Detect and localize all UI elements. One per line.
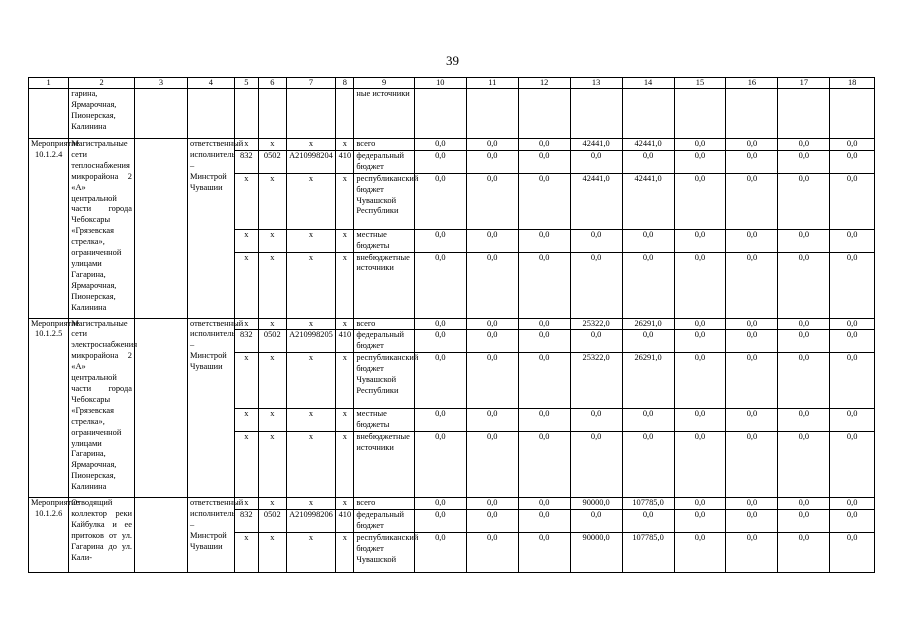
value-cell: 0,0: [518, 318, 570, 330]
value-cell: 0,0: [518, 498, 570, 510]
column-header: 10: [414, 78, 466, 89]
column-header: 1: [29, 78, 69, 89]
value-cell: 0,0: [622, 509, 674, 532]
column-header: 16: [726, 78, 778, 89]
code-cell: х: [336, 139, 354, 151]
code-cell: х: [234, 353, 258, 409]
source-cell: местные бюджеты: [354, 409, 414, 432]
value-cell: 0,0: [778, 532, 830, 572]
value-cell: 0,0: [518, 509, 570, 532]
value-cell: 0,0: [414, 229, 466, 252]
code-cell: х: [234, 173, 258, 229]
value-cell: 0,0: [674, 139, 726, 151]
page-number: 39: [446, 53, 459, 68]
empty-cell: [135, 318, 188, 498]
source-cell: республиканский бюджет Чувашской Республики: [354, 353, 414, 409]
value-cell: 0,0: [830, 330, 875, 353]
value-cell: 0,0: [674, 353, 726, 409]
value-cell: 0,0: [726, 330, 778, 353]
value-cell: 0,0: [518, 229, 570, 252]
value-cell: 25322,0: [570, 353, 622, 409]
value-cell: 0,0: [726, 353, 778, 409]
column-header: 17: [778, 78, 830, 89]
source-cell: всего: [354, 498, 414, 510]
value-cell: 0,0: [726, 173, 778, 229]
value-cell: 0,0: [674, 252, 726, 318]
code-cell: х: [259, 409, 287, 432]
value-cell: 0,0: [518, 409, 570, 432]
code-cell: х: [336, 532, 354, 572]
value-cell: 0,0: [778, 409, 830, 432]
column-header: 11: [466, 78, 518, 89]
value-cell: 90000,0: [570, 498, 622, 510]
value-cell: 0,0: [830, 229, 875, 252]
code-cell: х: [234, 229, 258, 252]
table-row: [29, 498, 875, 510]
code-cell: А210998204: [286, 150, 336, 173]
source-cell: республиканский бюджет Чувашской Республики: [354, 173, 414, 229]
code-cell: х: [336, 353, 354, 409]
code-cell: 832: [234, 150, 258, 173]
table-header: [29, 78, 875, 89]
value-cell: 0,0: [570, 509, 622, 532]
value-cell: 0,0: [466, 318, 518, 330]
source-cell: всего: [354, 318, 414, 330]
column-header: 15: [674, 78, 726, 89]
value-cell: 0,0: [466, 229, 518, 252]
source-cell: федеральный бюджет: [354, 509, 414, 532]
code-cell: х: [286, 432, 336, 498]
value-cell: 0,0: [414, 509, 466, 532]
value-cell: 0,0: [570, 229, 622, 252]
value-cell: 26291,0: [622, 353, 674, 409]
code-cell: 410: [336, 330, 354, 353]
code-cell: х: [234, 532, 258, 572]
value-cell: 0,0: [726, 252, 778, 318]
value-cell: 0,0: [570, 432, 622, 498]
source-cell: внебюджетные источники: [354, 432, 414, 498]
value-cell: 0,0: [466, 173, 518, 229]
value-cell: 0,0: [518, 330, 570, 353]
value-cell: 0,0: [726, 432, 778, 498]
value-cell: 0,0: [518, 432, 570, 498]
code-cell: 410: [336, 509, 354, 532]
column-header: 9: [354, 78, 414, 89]
column-header: 8: [336, 78, 354, 89]
value-cell: 0,0: [518, 150, 570, 173]
value-cell: 0,0: [726, 318, 778, 330]
value-cell: 0,0: [674, 173, 726, 229]
value-cell: 0,0: [570, 252, 622, 318]
value-cell: 0,0: [674, 330, 726, 353]
value-cell: 0,0: [466, 252, 518, 318]
value-cell: 0,0: [778, 252, 830, 318]
code-cell: х: [286, 229, 336, 252]
code-cell: А210998205: [286, 330, 336, 353]
source-cell: федеральный бюджет: [354, 330, 414, 353]
value-cell: 0,0: [674, 432, 726, 498]
value-cell: 42441,0: [622, 173, 674, 229]
value-cell: 0,0: [726, 150, 778, 173]
value-cell: 0,0: [830, 509, 875, 532]
code-cell: х: [259, 318, 287, 330]
value-cell: 0,0: [726, 532, 778, 572]
code-cell: х: [234, 498, 258, 510]
value-cell: 0,0: [622, 252, 674, 318]
name-cell: Магистральные сети электроснабжения микрорайона 2 «А» центральной части города Чебоксары «Грязевская стрелка», ограниченной улицами Гагарина, Ярмарочная, Пионерская, Калинина: [69, 318, 135, 498]
code-cell: х: [259, 252, 287, 318]
name-cell: гарина, Ярмарочная, Пионерская, Калинина: [69, 89, 135, 139]
value-cell: 42441,0: [570, 173, 622, 229]
value-cell: 0,0: [830, 532, 875, 572]
value-cell: 0,0: [830, 150, 875, 173]
empty-cell: [135, 498, 188, 573]
value-cell: 0,0: [830, 432, 875, 498]
code-cell: х: [259, 498, 287, 510]
code-cell: х: [259, 532, 287, 572]
code-cell: х: [286, 409, 336, 432]
value-cell: 0,0: [414, 409, 466, 432]
value-cell: 0,0: [830, 409, 875, 432]
name-cell: Отводящий коллектор реки Кайбулка и ее притоков от ул. Гагарина до ул. Кали-: [69, 498, 135, 573]
value-cell: 0,0: [830, 252, 875, 318]
name-cell: Магистральные сети теплоснабжения микрорайона 2 «А» центральной части города Чебоксары «Грязевская стрелка», ограниченной улицами Гагарина, Ярмарочная, Пионерская, Калинина: [69, 139, 135, 319]
source-cell: республиканский бюджет Чувашской: [354, 532, 414, 572]
value-cell: 0,0: [466, 532, 518, 572]
code-cell: 832: [234, 330, 258, 353]
column-header: 12: [518, 78, 570, 89]
source-cell: федеральный бюджет: [354, 150, 414, 173]
value-cell: 0,0: [778, 509, 830, 532]
value-cell: 0,0: [830, 353, 875, 409]
value-cell: 0,0: [414, 318, 466, 330]
column-header: 6: [259, 78, 287, 89]
code-cell: х: [234, 139, 258, 151]
code-cell: х: [336, 252, 354, 318]
value-cell: 0,0: [518, 353, 570, 409]
value-cell: 0,0: [466, 139, 518, 151]
value-cell: 0,0: [414, 150, 466, 173]
value-cell: 0,0: [778, 139, 830, 151]
code-cell: х: [286, 353, 336, 409]
value-cell: 42441,0: [622, 139, 674, 151]
value-cell: 0,0: [622, 229, 674, 252]
executor-cell: ответственный исполнитель – Минстрой Чувашии: [188, 318, 235, 498]
column-header: 14: [622, 78, 674, 89]
value-cell: 0,0: [518, 173, 570, 229]
value-cell: 0,0: [622, 409, 674, 432]
code-cell: х: [234, 252, 258, 318]
code-cell: х: [286, 318, 336, 330]
value-cell: 107785,0: [622, 498, 674, 510]
value-cell: 0,0: [726, 509, 778, 532]
value-cell: 0,0: [778, 229, 830, 252]
code-cell: А210998206: [286, 509, 336, 532]
value-cell: 0,0: [414, 353, 466, 409]
value-cell: 0,0: [466, 498, 518, 510]
value-cell: 0,0: [674, 498, 726, 510]
code-cell: х: [286, 532, 336, 572]
value-cell: 0,0: [570, 150, 622, 173]
value-cell: 0,0: [726, 498, 778, 510]
code-cell: х: [259, 229, 287, 252]
code-cell: х: [286, 173, 336, 229]
value-cell: 0,0: [622, 330, 674, 353]
value-cell: 0,0: [726, 139, 778, 151]
value-cell: 0,0: [570, 330, 622, 353]
code-cell: х: [336, 229, 354, 252]
value-cell: 0,0: [466, 409, 518, 432]
executor-cell: ответственный исполнитель – Минстрой Чувашии: [188, 498, 235, 573]
value-cell: 0,0: [778, 353, 830, 409]
measure-cell: Мероприятие 10.1.2.4: [29, 139, 69, 319]
value-cell: 0,0: [674, 150, 726, 173]
table-row: [29, 89, 875, 139]
value-cell: 0,0: [674, 509, 726, 532]
value-cell: 0,0: [466, 509, 518, 532]
value-cell: 0,0: [518, 532, 570, 572]
value-cell: 0,0: [466, 432, 518, 498]
value-cell: 0,0: [726, 409, 778, 432]
value-cell: 0,0: [466, 353, 518, 409]
value-cell: 0,0: [414, 252, 466, 318]
code-cell: х: [259, 432, 287, 498]
value-cell: 0,0: [778, 150, 830, 173]
value-cell: 0,0: [518, 252, 570, 318]
source-cell: всего: [354, 139, 414, 151]
column-header: 2: [69, 78, 135, 89]
code-cell: 832: [234, 509, 258, 532]
value-cell: 42441,0: [570, 139, 622, 151]
executor-cell: ответственный исполнитель – Минстрой Чувашии: [188, 139, 235, 319]
column-header: 3: [135, 78, 188, 89]
code-cell: х: [336, 173, 354, 229]
code-cell: х: [336, 432, 354, 498]
code-cell: х: [234, 432, 258, 498]
value-cell: 0,0: [414, 532, 466, 572]
column-header: 4: [188, 78, 235, 89]
code-cell: х: [259, 139, 287, 151]
value-cell: 0,0: [674, 318, 726, 330]
code-cell: х: [234, 318, 258, 330]
value-cell: 0,0: [518, 139, 570, 151]
code-cell: 0502: [259, 330, 287, 353]
budget-table: [28, 77, 875, 573]
value-cell: 90000,0: [570, 532, 622, 572]
value-cell: 25322,0: [570, 318, 622, 330]
column-header: 13: [570, 78, 622, 89]
column-header: 7: [286, 78, 336, 89]
value-cell: 0,0: [622, 150, 674, 173]
code-cell: х: [234, 409, 258, 432]
value-cell: 0,0: [674, 229, 726, 252]
value-cell: 26291,0: [622, 318, 674, 330]
value-cell: 0,0: [726, 229, 778, 252]
column-header: 5: [234, 78, 258, 89]
code-cell: 0502: [259, 150, 287, 173]
value-cell: 0,0: [622, 432, 674, 498]
value-cell: 0,0: [830, 318, 875, 330]
value-cell: 0,0: [778, 173, 830, 229]
table-row: [29, 318, 875, 330]
value-cell: 0,0: [778, 498, 830, 510]
value-cell: 0,0: [466, 150, 518, 173]
value-cell: 107785,0: [622, 532, 674, 572]
value-cell: 0,0: [414, 432, 466, 498]
code-cell: х: [336, 409, 354, 432]
code-cell: х: [286, 139, 336, 151]
table-body: [29, 89, 875, 573]
value-cell: 0,0: [414, 330, 466, 353]
code-cell: 0502: [259, 509, 287, 532]
value-cell: 0,0: [778, 432, 830, 498]
value-cell: 0,0: [830, 173, 875, 229]
value-cell: 0,0: [778, 330, 830, 353]
value-cell: 0,0: [414, 498, 466, 510]
value-cell: 0,0: [674, 532, 726, 572]
source-cell: внебюджетные источники: [354, 252, 414, 318]
source-cell: местные бюджеты: [354, 229, 414, 252]
value-cell: 0,0: [466, 330, 518, 353]
value-cell: 0,0: [830, 139, 875, 151]
value-cell: 0,0: [414, 173, 466, 229]
code-cell: 410: [336, 150, 354, 173]
value-cell: 0,0: [570, 409, 622, 432]
code-cell: х: [259, 353, 287, 409]
value-cell: 0,0: [414, 139, 466, 151]
code-cell: х: [336, 318, 354, 330]
code-cell: х: [286, 498, 336, 510]
value-cell: 0,0: [830, 498, 875, 510]
measure-cell: Мероприятие 10.1.2.5: [29, 318, 69, 498]
code-cell: х: [286, 252, 336, 318]
table-row: [29, 139, 875, 151]
source-cell: ные источники: [354, 89, 414, 139]
measure-cell: Мероприятие 10.1.2.6: [29, 498, 69, 573]
code-cell: х: [336, 498, 354, 510]
code-cell: х: [259, 173, 287, 229]
column-header: 18: [830, 78, 875, 89]
value-cell: 0,0: [674, 409, 726, 432]
value-cell: 0,0: [778, 318, 830, 330]
empty-cell: [135, 139, 188, 319]
